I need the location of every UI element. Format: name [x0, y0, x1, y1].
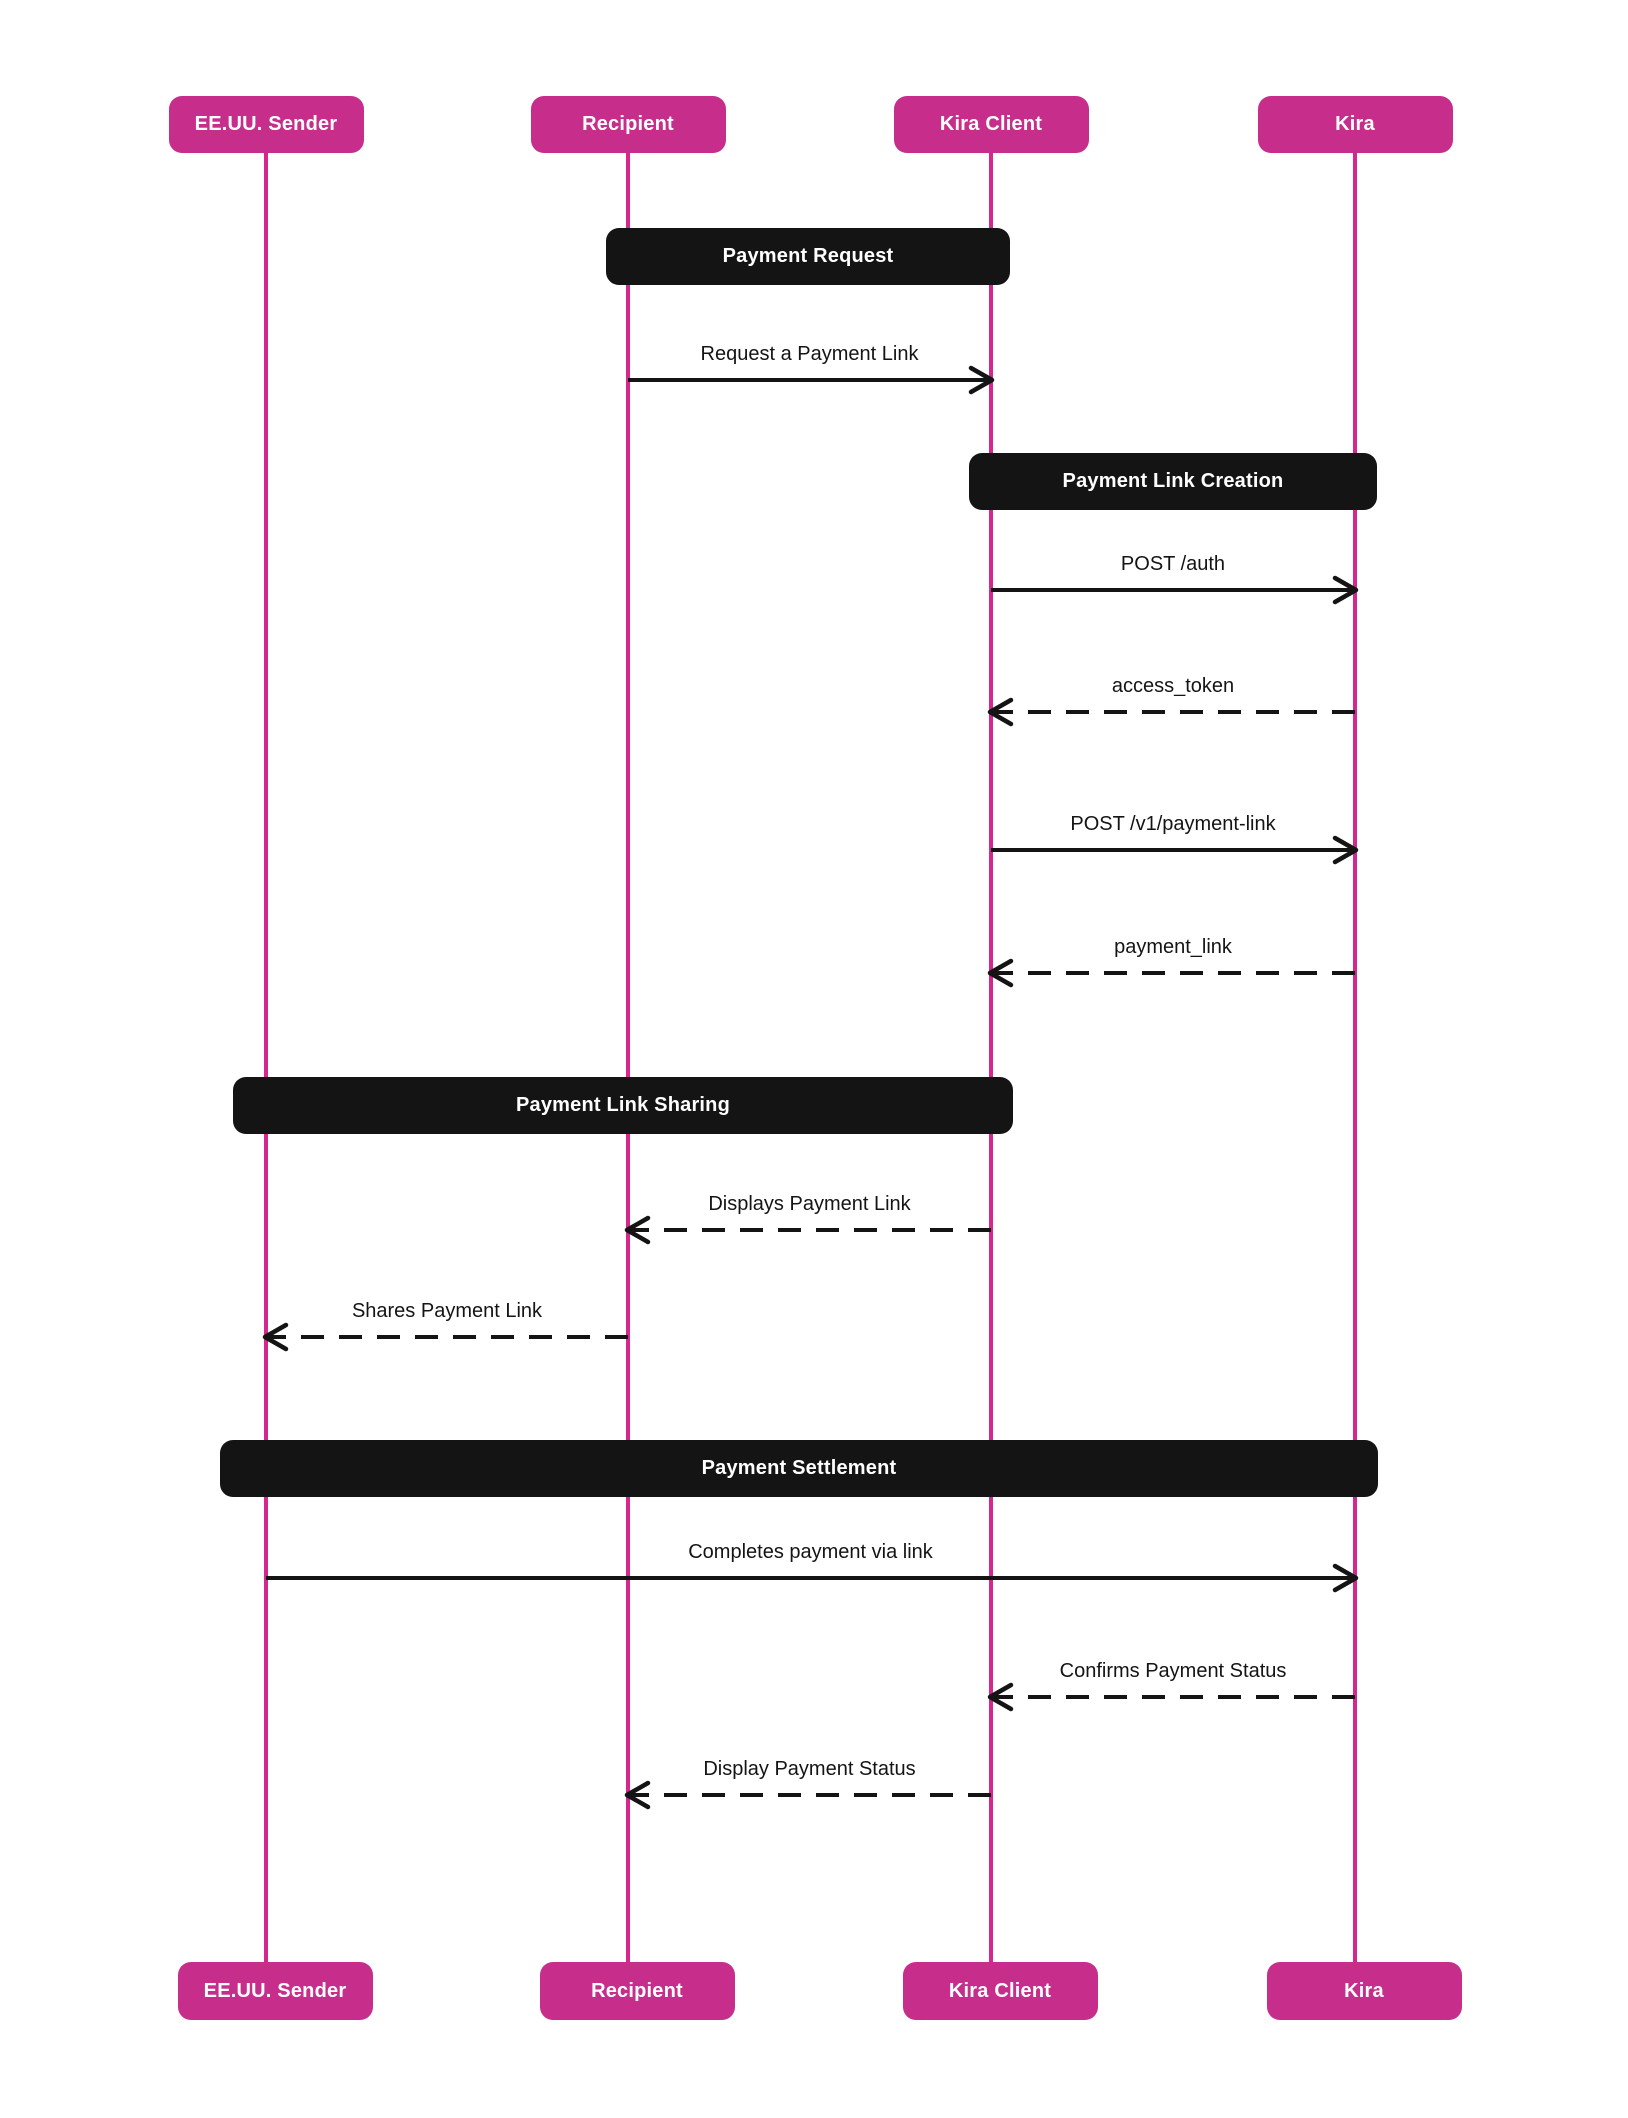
lifeline-kira: [1353, 153, 1357, 1963]
message-line-dashed: [991, 1695, 1355, 1699]
actor-bottom-recipient: Recipient: [540, 1962, 735, 2020]
actor-bottom-kira_client: Kira Client: [903, 1962, 1098, 2020]
arrowhead-right-icon: [964, 364, 996, 401]
lifeline-sender: [264, 153, 268, 1963]
message-line-dashed: [266, 1335, 628, 1339]
message-line-dashed: [991, 710, 1355, 714]
message-label: access_token: [1111, 675, 1235, 697]
message-line-dashed: [628, 1228, 991, 1232]
section-payment-settlement: Payment Settlement: [220, 1440, 1378, 1497]
message-label: Confirms Payment Status: [1059, 1660, 1287, 1682]
message-line-solid: [991, 848, 1355, 852]
arrowhead-left-icon: [623, 1214, 655, 1251]
message-label: POST /v1/payment-link: [1070, 813, 1276, 835]
arrowhead-left-icon: [986, 957, 1018, 994]
message-label: payment_link: [1114, 936, 1232, 958]
arrowhead-left-icon: [623, 1779, 655, 1816]
arrowhead-left-icon: [986, 696, 1018, 733]
section-payment-link-sharing: Payment Link Sharing: [233, 1077, 1013, 1134]
message-label: Displays Payment Link: [708, 1193, 911, 1215]
actor-bottom-kira: Kira: [1267, 1962, 1462, 2020]
arrowhead-left-icon: [261, 1321, 293, 1358]
message-label: POST /auth: [1120, 553, 1226, 575]
actor-top-sender: EE.UU. Sender: [169, 96, 364, 153]
message-label: Display Payment Status: [703, 1758, 916, 1780]
actor-bottom-sender: EE.UU. Sender: [178, 1962, 373, 2020]
actor-top-recipient: Recipient: [531, 96, 726, 153]
arrowhead-right-icon: [1328, 574, 1360, 611]
message-label: Shares Payment Link: [351, 1300, 543, 1322]
arrowhead-left-icon: [986, 1681, 1018, 1718]
message-label: Request a Payment Link: [700, 343, 919, 365]
section-payment-link-creation: Payment Link Creation: [969, 453, 1377, 510]
actor-top-kira: Kira: [1258, 96, 1453, 153]
message-line-solid: [266, 1576, 1355, 1580]
message-label: Completes payment via link: [688, 1541, 933, 1563]
arrowhead-right-icon: [1328, 834, 1360, 871]
message-line-solid: [628, 378, 991, 382]
message-line-solid: [991, 588, 1355, 592]
lifeline-recipient: [626, 153, 630, 1963]
message-line-dashed: [628, 1793, 991, 1797]
arrowhead-right-icon: [1328, 1562, 1360, 1599]
message-line-dashed: [991, 971, 1355, 975]
section-payment-request: Payment Request: [606, 228, 1010, 285]
actor-top-kira_client: Kira Client: [894, 96, 1089, 153]
